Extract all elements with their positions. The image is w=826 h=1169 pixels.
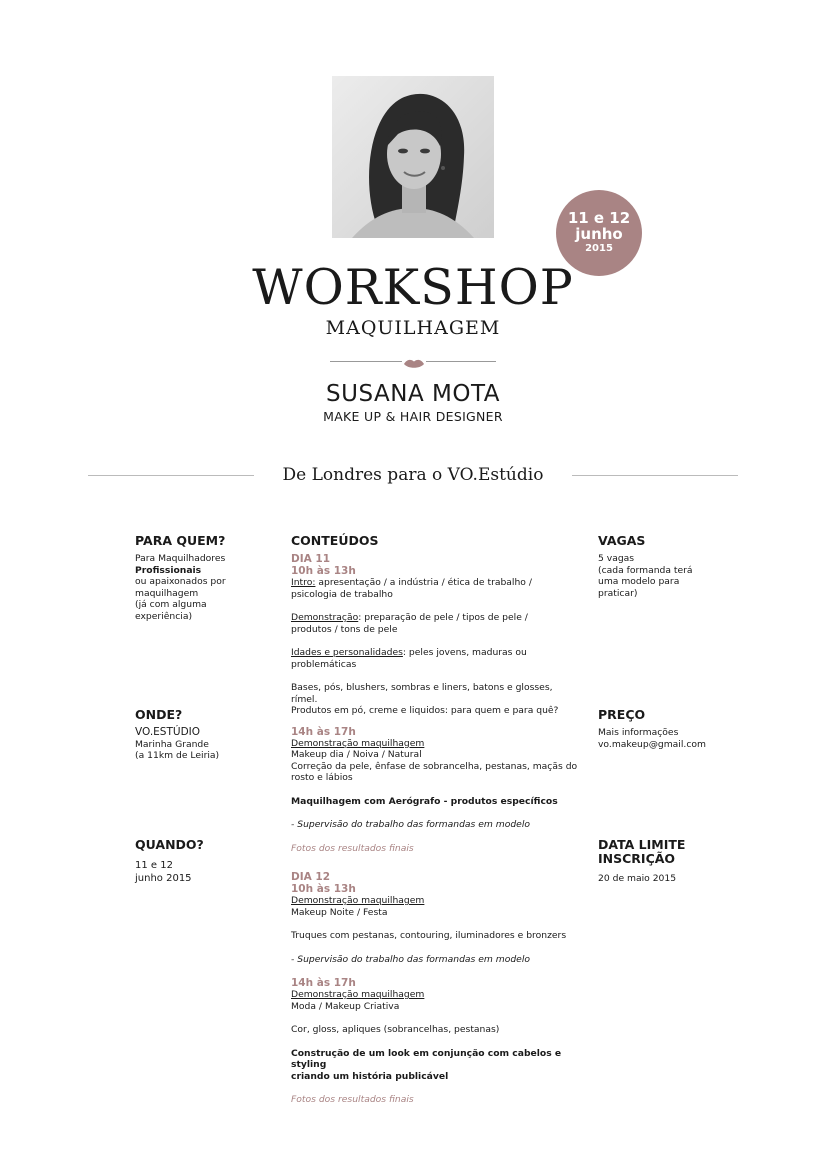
day12-demo2-label: Demonstração maquilhagem (291, 989, 425, 1000)
vagas-line: uma modelo para (598, 576, 680, 587)
workshop-title: WORKSHOP (252, 259, 574, 316)
day12-time1: 10h às 13h (291, 883, 356, 895)
bases-line2: Produtos em pó, creme e liquidos: para quem e para quê? (291, 705, 559, 716)
section-quando (135, 838, 275, 885)
para-quem-line: ou apaixonados por (135, 576, 226, 587)
demo-line2: produtos / tons de pele (291, 623, 398, 635)
para-quem-heading: PARA QUEM? (135, 533, 226, 548)
section-vagas (598, 534, 738, 599)
correcao-line2: rosto e lábios (291, 772, 353, 783)
artist-role: MAKE UP & HAIR DESIGNER (323, 409, 503, 424)
vagas-heading: VAGAS (598, 533, 646, 548)
intro-line2: psicologia de trabalho (291, 588, 393, 600)
para-quem-line: Para Maquilhadores (135, 553, 226, 564)
lips-icon (402, 355, 426, 367)
demo-text: : preparação de pele / tipos de pele / (358, 612, 528, 623)
moda-line: Moda / Makeup Criativa (291, 1000, 400, 1012)
workshop-subtitle: MAQUILHAGEM (325, 317, 501, 339)
construcao-line1: Construção de um look em conjunção com cabelos e styling (291, 1047, 562, 1070)
onde-line: VO.ESTÚDIO (135, 726, 201, 738)
tagline: De Londres para o VO.Estúdio (282, 465, 544, 485)
idades-text: : peles jovens, maduras ou (402, 647, 527, 658)
para-quem-line: experiência) (135, 610, 193, 622)
artist-name: SUSANA MOTA (326, 381, 500, 407)
day12-fotos-line: Fotos dos resultados finais (291, 1094, 414, 1105)
email-link[interactable]: vo.makeup@gmail.com (598, 738, 706, 750)
data-limite-heading-2: INSCRIÇÃO (598, 851, 676, 866)
quando-text (135, 859, 275, 885)
portrait-photo (332, 76, 494, 238)
onde-text (135, 727, 275, 762)
quando-line: 11 e 12 (135, 860, 173, 871)
fotos-line: Fotos dos resultados finais (291, 842, 414, 854)
construcao-line2: criando um história publicável (291, 1070, 449, 1082)
para-quem-line: maquilhagem (135, 587, 199, 599)
preco-line: Mais informações (598, 727, 679, 738)
day11-time2: 14h às 17h (291, 725, 356, 738)
day11-block (291, 553, 581, 854)
onde-heading: ONDE? (135, 707, 183, 722)
data-limite-heading-1: DATA LIMITE (598, 837, 686, 852)
section-preco (598, 708, 738, 750)
quando-line: junho 2015 (135, 873, 192, 884)
section-data-limite (598, 838, 738, 885)
conteudos-heading: CONTEÚDOS (291, 533, 379, 548)
para-quem-line: Profissionais (135, 564, 202, 576)
vagas-text (598, 553, 738, 599)
day12-makeup-line: Makeup Noite / Festa (291, 906, 388, 918)
onde-line: Marinha Grande (135, 738, 209, 750)
badge-month: junho (575, 225, 623, 243)
vagas-line: 5 vagas (598, 553, 635, 564)
preco-heading: PREÇO (598, 707, 646, 722)
vagas-line: (cada formanda terá (598, 564, 693, 576)
demo-label: Demonstração (291, 612, 359, 623)
section-conteudos (291, 534, 581, 548)
onde-line: (a 11km de Leiria) (135, 750, 220, 761)
day12-demo-label: Demonstração maquilhagem (291, 895, 425, 906)
correcao-line1: Correção da pele, ênfase de sobrancelha, pestanas, maçãs do (291, 760, 578, 772)
data-limite-text: 20 de maio 2015 (598, 873, 677, 884)
portrait-image (332, 76, 494, 238)
day12-block (291, 871, 581, 1106)
badge-days: 11 e 12 (567, 209, 631, 227)
day11-time1: 10h às 13h (291, 565, 356, 577)
preco-text (598, 727, 738, 750)
demo2-label: Demonstração maquilhagem (291, 737, 425, 749)
idades-label: Idades e personalidades (291, 647, 403, 658)
makeup-line: Makeup dia / Noiva / Natural (291, 749, 422, 760)
section-onde (135, 708, 275, 762)
section-para-quem (135, 534, 275, 622)
supervisao-line: - Supervisão do trabalho das formandas em modelo (291, 819, 530, 830)
vagas-line: praticar) (598, 587, 638, 599)
day11-label: DIA 11 (291, 553, 331, 565)
para-quem-line: (já com alguma (135, 599, 207, 610)
day12-label: DIA 12 (291, 871, 331, 883)
aerografo-line: Maquilhagem com Aerógrafo - produtos específicos (291, 795, 558, 807)
truques-line: Truques com pestanas, contouring, iluminadores e bronzers (291, 930, 567, 941)
intro-label: Intro: (291, 577, 316, 588)
day12-time2: 14h às 17h (291, 977, 356, 989)
idades-line2: problemáticas (291, 658, 357, 670)
day12-supervisao-line: - Supervisão do trabalho das formandas em modelo (291, 953, 530, 965)
cor-line: Cor, gloss, apliques (sobrancelhas, pestanas) (291, 1024, 500, 1035)
para-quem-text (135, 553, 275, 622)
quando-heading: QUANDO? (135, 837, 204, 852)
badge-year: 2015 (585, 243, 613, 254)
bases-line1: Bases, pós, blushers, sombras e liners, batons e glosses, rímel. (291, 682, 553, 705)
intro-text: apresentação / a indústria / ética de trabalho / (315, 577, 532, 588)
